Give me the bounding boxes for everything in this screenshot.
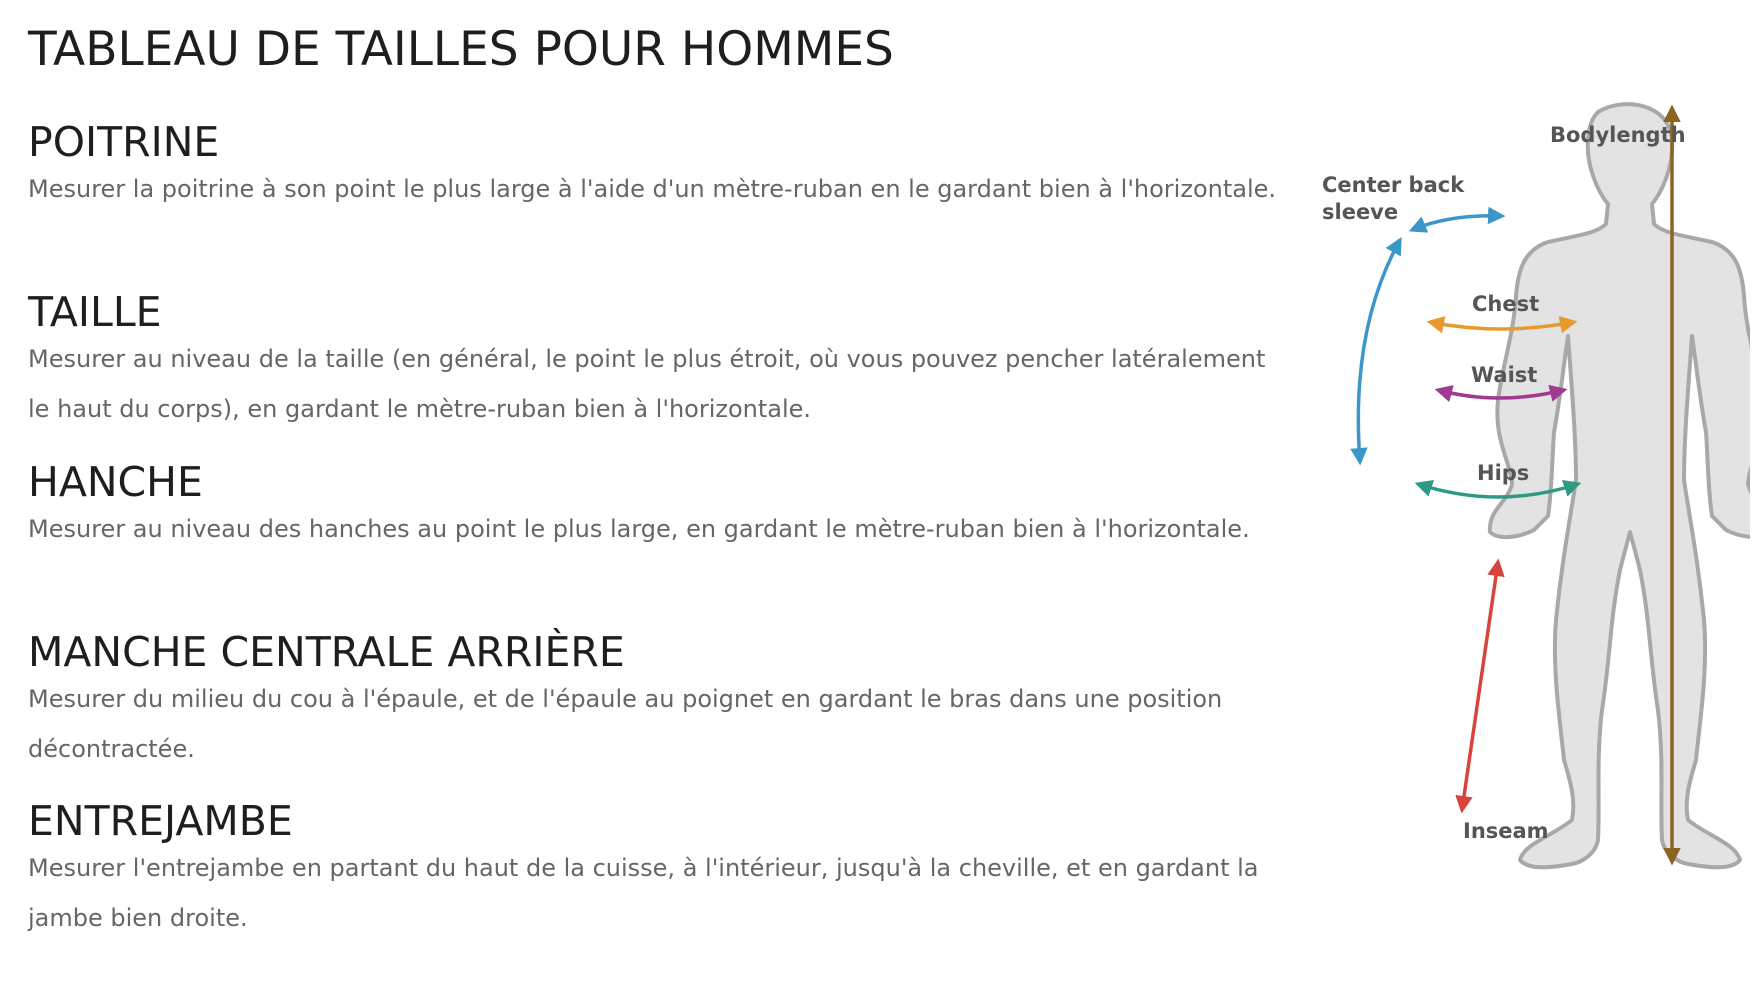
section-hanche [28,460,1298,554]
section-heading: MANCHE CENTRALE ARRIÈRE [28,628,625,676]
section-heading: POITRINE [28,118,220,166]
section-taille [28,290,1298,434]
body-measurement-figure [1310,100,1750,1000]
page-title: TABLEAU DE TAILLES POUR HOMMES [28,22,894,77]
section-text: Mesurer la poitrine à son point le plus large à l'aide d'un mètre-ruban en le gardant bien à l'horizontale. [28,175,1277,203]
section-heading: HANCHE [28,458,203,506]
bodylength-label: Bodylength [1550,123,1686,147]
section-manche [28,630,1298,774]
section-text: Mesurer du milieu du cou à l'épaule, et de l'épaule au poignet en gardant le bras dans une position décontractée. [28,685,1223,763]
center-back-sleeve-label-line1: Center back [1322,173,1465,197]
section-text: Mesurer au niveau de la taille (en général, le point le plus étroit, où vous pouvez pencher latéralement le haut du corps), en gardant le mètre-ruban bien à l'horizontale. [28,345,1266,423]
sleeve-arrow-arm [1358,240,1400,462]
section-text: Mesurer l'entrejambe en partant du haut de la cuisse, à l'intérieur, jusqu'à la cheville, et en gardant la jambe bien droite. [28,854,1259,932]
body-diagram [1310,100,1750,1000]
sleeve-arrow-shoulder [1412,216,1502,230]
section-poitrine [28,120,1298,214]
section-heading: ENTREJAMBE [28,797,293,845]
hips-label: Hips [1477,461,1530,485]
section-entrejambe [28,799,1298,943]
section-heading: TAILLE [28,288,162,336]
inseam-label: Inseam [1463,819,1549,843]
section-text: Mesurer au niveau des hanches au point le plus large, en gardant le mètre-ruban bien à l'horizontale. [28,515,1250,543]
center-back-sleeve-label-line2: sleeve [1322,200,1399,224]
inseam-arrow [1462,562,1498,810]
chest-label: Chest [1472,292,1540,316]
waist-label: Waist [1471,363,1538,387]
